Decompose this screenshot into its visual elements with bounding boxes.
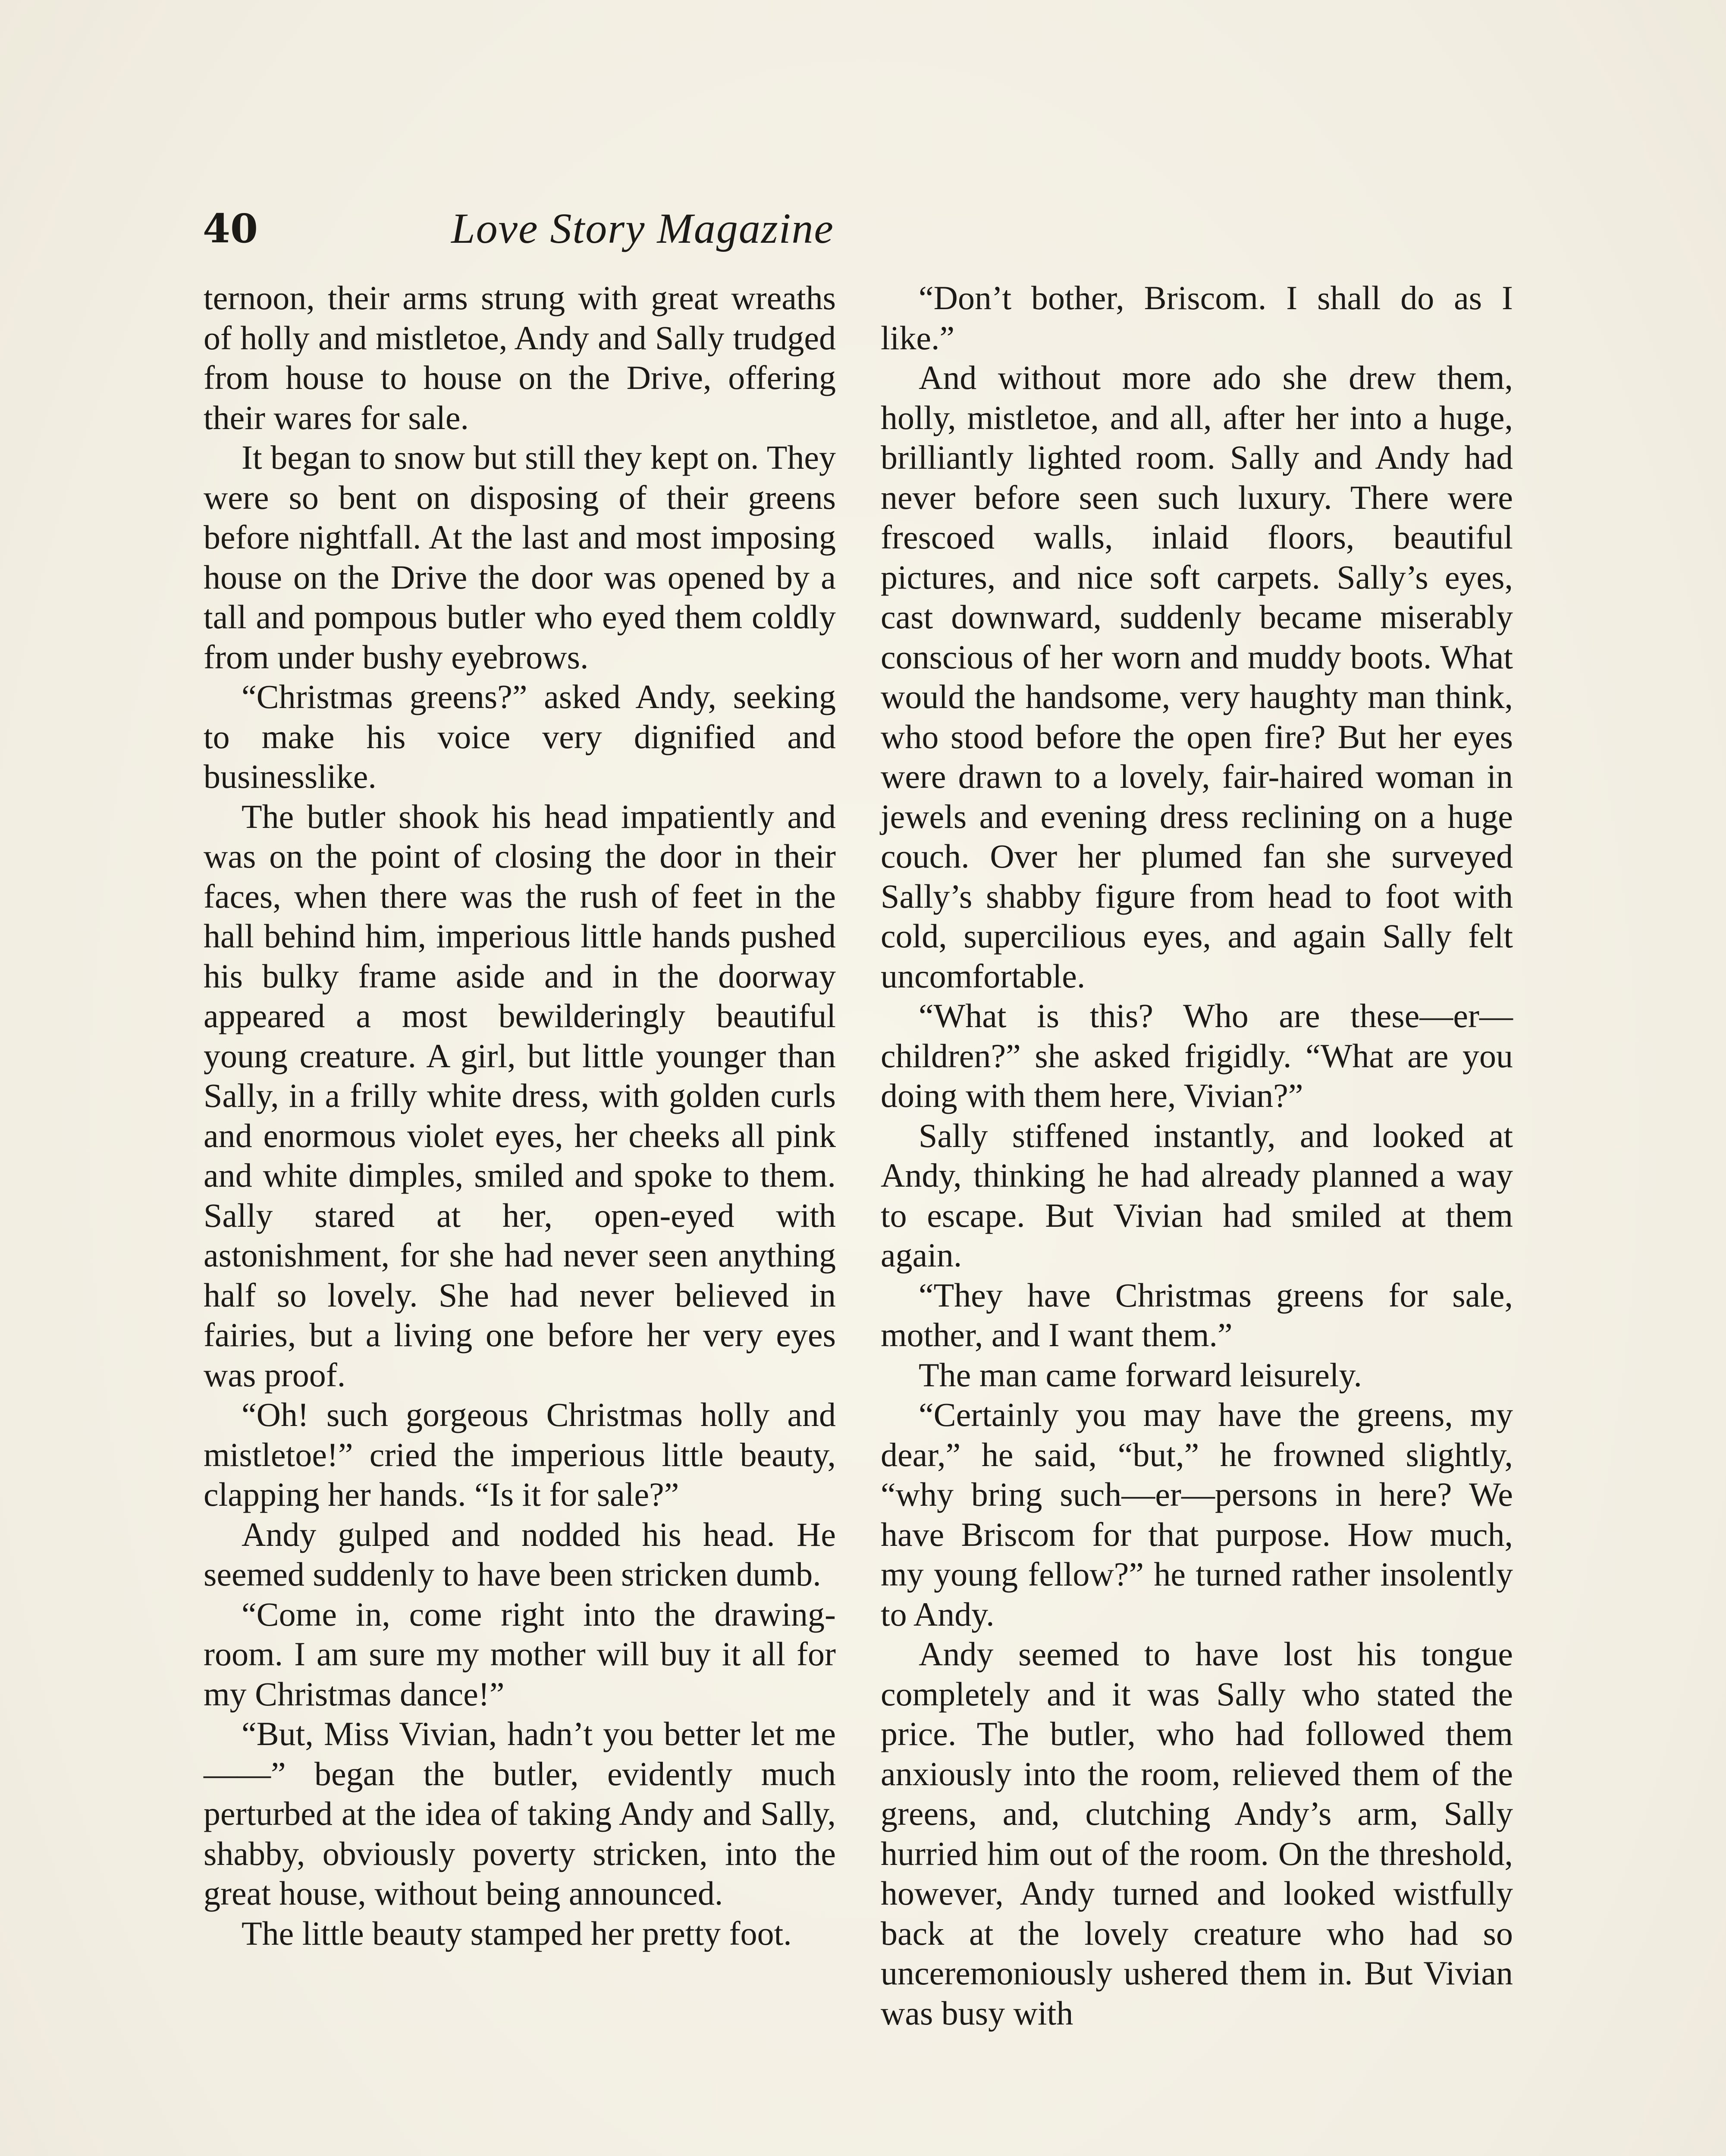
paragraph: “What is this? Who are these—er—children?” she asked frigidly. “What are you doing with them here, Vivian?” (881, 997, 1513, 1114)
paragraph: Andy gulped and nodded his head. He seemed suddenly to have been stricken dumb. (204, 1515, 836, 1593)
paragraph: “But, Miss Vivian, hadn’t you better let me——” began the butler, evidently much perturbed at the idea of taking Andy and Sally, shabby, obviously poverty stricken, into the great house, without being announced. (204, 1715, 836, 1912)
paragraph: Andy seemed to have lost his tongue completely and it was Sally who stated the price. The butler, who had followed them anxiously into the room, relieved them of the greens, and, clutching Andy’s arm, Sally hurried him out of the room. On the threshold, however, Andy turned and looked wistfully back at the lovely creature who had so unceremoniously ushered them in. But Vivian was busy with (881, 1635, 1513, 2032)
paragraph: “They have Christmas greens for sale, mother, and I want them.” (881, 1276, 1513, 1354)
paragraph: The butler shook his head impatiently and was on the point of closing the door in their faces, when there was the rush of feet in the hall behind him, imperious little hands pushed his bulky frame aside and in the doorway appeared a most bewilderingly beautiful young creature. A girl, but little younger than Sally, in a frilly white dress, with golden curls and enormous violet eyes, her cheeks all pink and white dimples, smiled and spoke to them. Sally stared at her, open-eyed with astonishment, for she had never seen anything half so lovely. She had never believed in fairies, but a living one before her very eyes was proof. (204, 797, 836, 1394)
left-text-column (204, 278, 836, 1953)
paragraph: “Don’t bother, Briscom. I shall do as I like.” (881, 279, 1513, 357)
page-number: 40 (203, 205, 258, 252)
paragraph: “Come in, come right into the drawing-room. I am sure my mother will buy it all for my Christmas dance!” (204, 1595, 836, 1713)
paragraph: “Oh! such gorgeous Christmas holly and mistletoe!” cried the imperious little beauty, clapping her hands. “Is it for sale?” (204, 1396, 836, 1513)
paragraph: The little beauty stamped her pretty foot. (242, 1914, 792, 1952)
page-header (203, 196, 1083, 261)
right-text-column (881, 278, 1513, 2033)
paragraph: The man came forward leisurely. (919, 1356, 1362, 1394)
paragraph: ternoon, their arms strung with great wreaths of holly and mistletoe, Andy and Sally trudged from house to house on the Drive, offering their wares for sale. (204, 279, 836, 436)
paragraph: “Certainly you may have the greens, my dear,” he said, “but,” he frowned slightly, “why bring such—er—persons in here? We have Briscom for that purpose. How much, my young fellow?” he turned rather insolently to Andy. (881, 1396, 1513, 1633)
paragraph: It began to snow but still they kept on. They were so bent on disposing of their greens before nightfall. At the last and most imposing house on the Drive the door was opened by a tall and pompous butler who eyed them coldly from under bushy eyebrows. (204, 439, 836, 676)
running-head-title: Love Story Magazine (451, 204, 834, 252)
paragraph: Sally stiffened instantly, and looked at Andy, thinking he had already planned a way to escape. But Vivian had smiled at them again. (881, 1116, 1513, 1274)
paragraph: And without more ado she drew them, holly, mistletoe, and all, after her into a huge, brilliantly lighted room. Sally and Andy had never before seen such luxury. There were frescoed walls, inlaid floors, beautiful pictures, and nice soft carpets. Sally’s eyes, cast downward, suddenly became miserably conscious of her worn and muddy boots. What would the handsome, very haughty man think, who stood before the open fire? But her eyes were drawn to a lovely, fair-haired woman in jewels and evening dress reclining on a huge couch. Over her plumed fan she surveyed Sally’s shabby figure from head to foot with cold, supercilious eyes, and again Sally felt uncomfortable. (881, 359, 1513, 995)
paragraph: “Christmas greens?” asked Andy, seeking to make his voice very dignified and businesslike. (204, 678, 836, 795)
